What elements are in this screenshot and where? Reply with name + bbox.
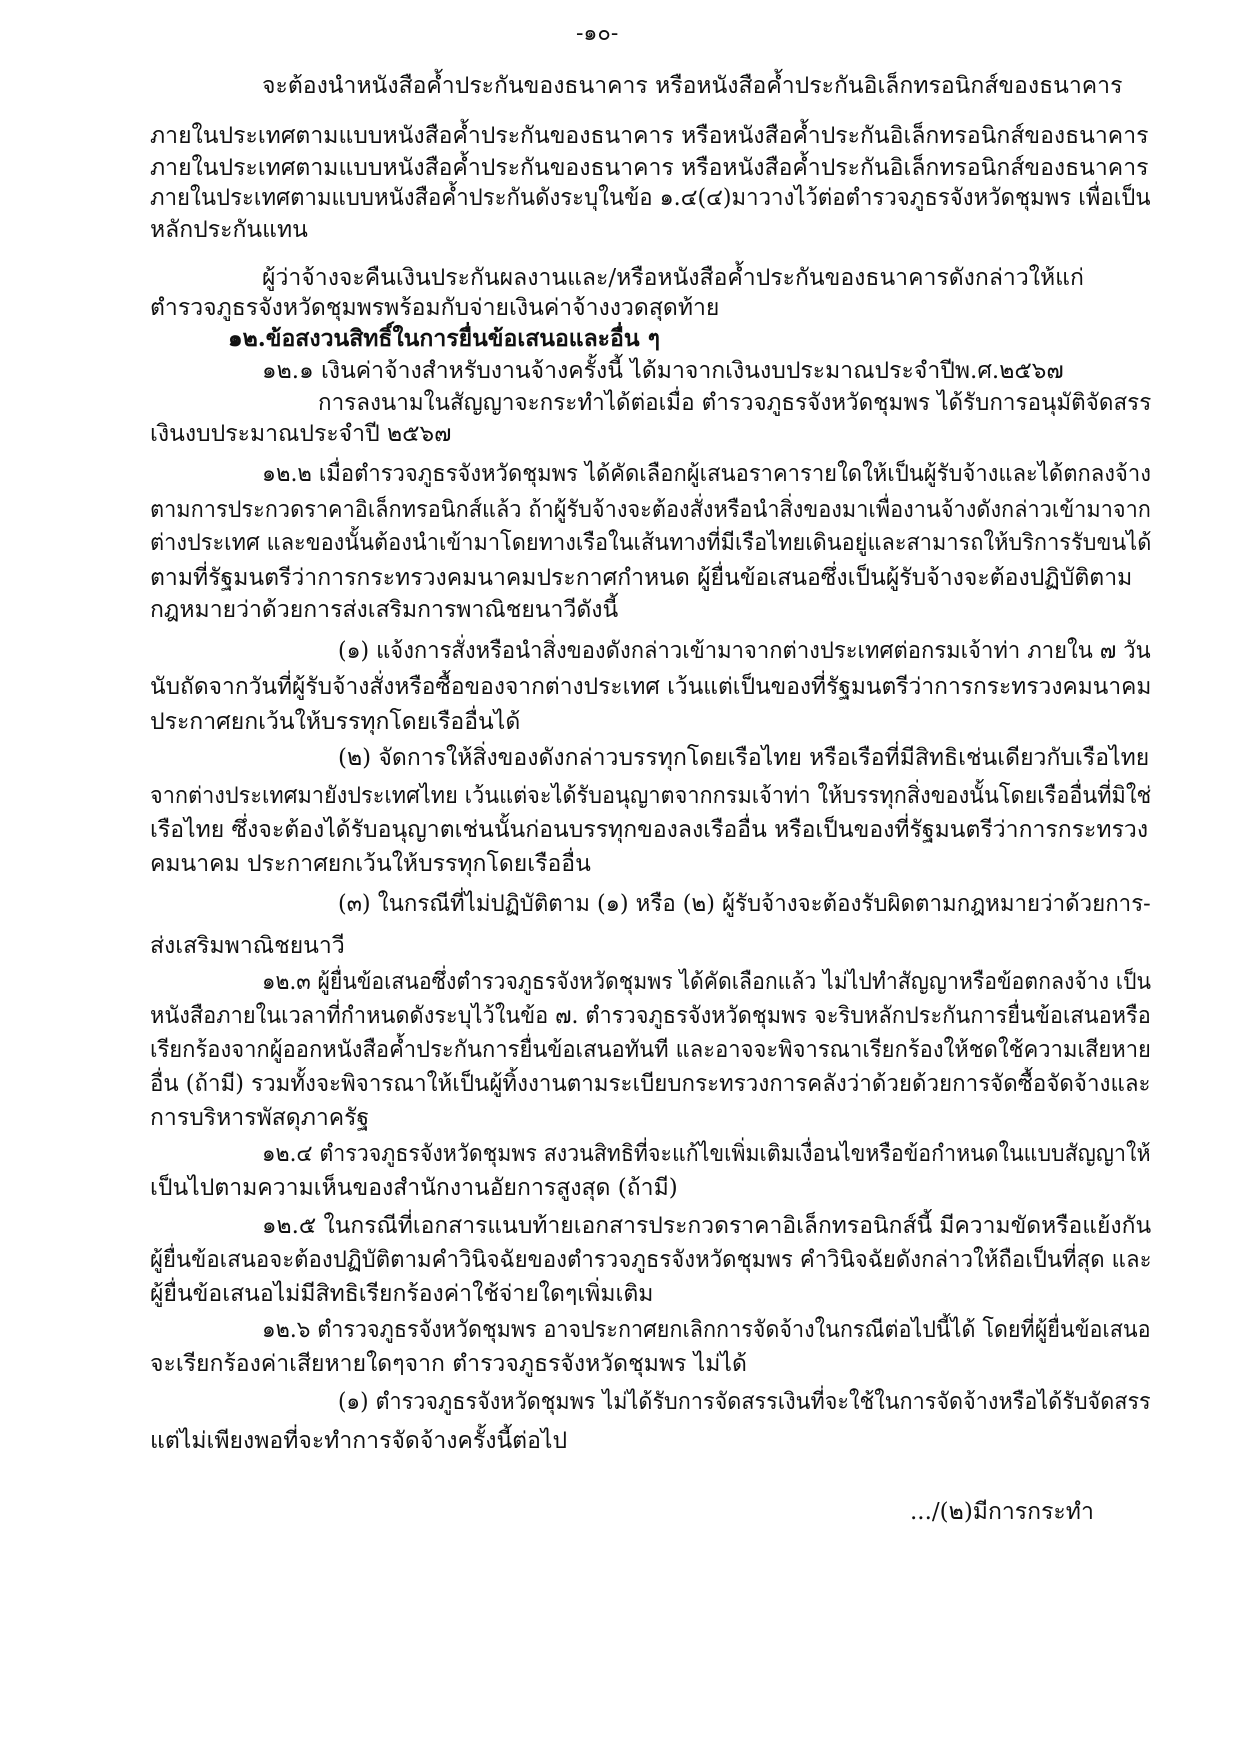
text-line: จะต้องนำหนังสือค้ำประกันของธนาคาร หรือหนังสือค้ำประกันอิเล็กทรอนิกส์ของธนาคาร xyxy=(262,73,1123,99)
text-line: (๑) ตำรวจภูธรจังหวัดชุมพร ไม่ได้รับการจัดสรรเงินที่จะใช้ในการจัดจ้างหรือได้รับจัดสรร xyxy=(338,1389,1151,1415)
text-line: ตามการประกวดราคาอิเล็กทรอนิกส์แล้ว ถ้าผู้รับจ้างจะต้องสั่งหรือนำสิ่งของมาเพื่องานจ้างดังกล่าวเข้ามาจาก xyxy=(150,497,1151,523)
text-line: การลงนามในสัญญาจะกระทำได้ต่อเมื่อ ตำรวจภูธรจังหวัดชุมพร ได้รับการอนุมัติจัดสรร xyxy=(318,390,1152,416)
text-line: (๒) จัดการให้สิ่งของดังกล่าวบรรทุกโดยเรือไทย หรือเรือที่มีสิทธิเช่นเดียวกับเรือไทย xyxy=(338,745,1150,771)
text-line: หนังสือภายในเวลาที่กำหนดดังระบุไว้ในข้อ ๗. ตำรวจภูธรจังหวัดชุมพร จะริบหลักประกันการยื่นข้อเสนอหรือ xyxy=(150,1003,1151,1029)
text-line: (๑) แจ้งการสั่งหรือนำสิ่งของดังกล่าวเข้ามาจากต่างประเทศต่อกรมเจ้าท่า ภายใน ๗ วัน xyxy=(338,638,1151,664)
text-line: คมนาคม ประกาศยกเว้นให้บรรทุกโดยเรืออื่น xyxy=(150,851,591,877)
text-line: จากต่างประเทศมายังประเทศไทย เว้นแต่จะได้รับอนุญาตจากกรมเจ้าท่า ให้บรรทุกสิ่งของนั้นโดยเรืออื่นที่มิใช่ xyxy=(150,783,1152,809)
text-line: แต่ไม่เพียงพอที่จะทำการจัดจ้างครั้งนี้ต่อไป xyxy=(150,1428,568,1454)
text-line: เรียกร้องจากผู้ออกหนังสือค้ำประกันการยื่นข้อเสนอทันที และอาจจะพิจารณาเรียกร้องให้ชดใช้ความเสียหาย xyxy=(150,1037,1151,1063)
continuation-note: .../(๒)มีการกระทำ xyxy=(910,1499,1094,1525)
page-number: -๑๐- xyxy=(576,21,619,46)
text-line: ผู้ยื่นข้อเสนอจะต้องปฏิบัติตามคำวินิจฉัยของตำรวจภูธรจังหวัดชุมพร คำวินิจฉัยดังกล่าวให้ถือเป็นที่สุด และ xyxy=(150,1247,1152,1273)
text-line: นับถัดจากวันที่ผู้รับจ้างสั่งหรือซื้อของจากต่างประเทศ เว้นแต่เป็นของที่รัฐมนตรีว่าการกระทรวงคมนาคม xyxy=(150,674,1152,700)
text-line: กฎหมายว่าด้วยการส่งเสริมการพาณิชยนาวีดังนี้ xyxy=(150,597,619,623)
text-line: ผู้ว่าจ้างจะคืนเงินประกันผลงานและ/หรือหนังสือค้ำประกันของธนาคารดังกล่าวให้แก่ xyxy=(262,265,1084,291)
text-line: ส่งเสริมพาณิชยนาวี xyxy=(150,933,345,959)
text-line: ๑๒.๖ ตำรวจภูธรจังหวัดชุมพร อาจประกาศยกเลิกการจัดจ้างในกรณีต่อไปนี้ได้ โดยที่ผู้ยื่นข้อเสนอ xyxy=(262,1317,1151,1343)
text-line: ภายในประเทศตามแบบหนังสือค้ำประกันดังระบุในข้อ ๑.๔(๔)มาวางไว้ต่อตำรวจภูธรจังหวัดชุมพร เพื่อเป็น xyxy=(150,185,1151,211)
text-line: ภายในประเทศตามแบบหนังสือค้ำประกันของธนาคาร หรือหนังสือค้ำประกันอิเล็กทรอนิกส์ของธนาคาร xyxy=(150,123,1149,149)
text-line: เป็นไปตามความเห็นของสำนักงานอัยการสูงสุด (ถ้ามี) xyxy=(150,1175,678,1201)
text-line: ตำรวจภูธรจังหวัดชุมพรพร้อมกับจ่ายเงินค่าจ้างงวดสุดท้าย xyxy=(150,295,720,321)
text-line: การบริหารพัสดุภาครัฐ xyxy=(150,1105,370,1131)
text-line: ตามที่รัฐมนตรีว่าการกระทรวงคมนาคมประกาศกำหนด ผู้ยื่นข้อเสนอซึ่งเป็นผู้รับจ้างจะต้องปฏิบัติตาม xyxy=(150,565,1133,591)
text-line: ๑๒.๑ เงินค่าจ้างสำหรับงานจ้างครั้งนี้ ได้มาจากเงินงบประมาณประจำปีพ.ศ.๒๕๖๗ xyxy=(262,358,1064,384)
text-line: (๓) ในกรณีที่ไม่ปฏิบัติตาม (๑) หรือ (๒) ผู้รับจ้างจะต้องรับผิดตามกฎหมายว่าด้วยการ- xyxy=(338,891,1151,917)
text-line: หลักประกันแทน xyxy=(150,217,308,243)
text-line: ๑๒.๕ ในกรณีที่เอกสารแนบท้ายเอกสารประกวดราคาอิเล็กทรอนิกส์นี้ มีความขัดหรือแย้งกัน xyxy=(262,1213,1152,1239)
section-heading: ๑๒.ข้อสงวนสิทธิ์ในการยื่นข้อเสนอและอื่น ๆ xyxy=(228,325,660,352)
text-line: ๑๒.๔ ตำรวจภูธรจังหวัดชุมพร สงวนสิทธิที่จะแก้ไขเพิ่มเติมเงื่อนไขหรือข้อกำหนดในแบบสัญญาให้ xyxy=(262,1141,1151,1167)
text-line: ต่างประเทศ และของนั้นต้องนำเข้ามาโดยทางเรือในเส้นทางที่มีเรือไทยเดินอยู่และสามารถให้บริการรับขนได้ xyxy=(150,530,1152,556)
text-line: จะเรียกร้องค่าเสียหายใดๆจาก ตำรวจภูธรจังหวัดชุมพร ไม่ได้ xyxy=(150,1351,747,1377)
text-line: ผู้ยื่นข้อเสนอไม่มีสิทธิเรียกร้องค่าใช้จ่ายใดๆเพิ่มเติม xyxy=(150,1281,654,1307)
text-line: เงินงบประมาณประจำปี ๒๕๖๗ xyxy=(150,421,452,447)
text-line: ๑๒.๓ ผู้ยื่นข้อเสนอซึ่งตำรวจภูธรจังหวัดชุมพร ได้คัดเลือกแล้ว ไม่ไปทำสัญญาหรือข้อตกลงจ้าง เป็น xyxy=(262,969,1152,995)
text-line: อื่น (ถ้ามี) รวมทั้งจะพิจารณาให้เป็นผู้ทิ้งงานตามระเบียบกระทรวงการคลังว่าด้วยด้วยการจัดซื้อจัดจ้างและ xyxy=(150,1071,1151,1097)
text-line: เรือไทย ซึ่งจะต้องได้รับอนุญาตเช่นนั้นก่อนบรรทุกของลงเรืออื่น หรือเป็นของที่รัฐมนตรีว่าการกระทรวง xyxy=(150,817,1149,843)
text-line: ๑๒.๒ เมื่อตำรวจภูธรจังหวัดชุมพร ได้คัดเลือกผู้เสนอราคารายใดให้เป็นผู้รับจ้างและได้ตกลงจ้าง xyxy=(262,461,1151,487)
text-line: ภายในประเทศตามแบบหนังสือค้ำประกันของธนาคาร หรือหนังสือค้ำประกันอิเล็กทรอนิกส์ของธนาคาร xyxy=(150,155,1149,181)
text-line: ประกาศยกเว้นให้บรรทุกโดยเรืออื่นได้ xyxy=(150,709,521,735)
